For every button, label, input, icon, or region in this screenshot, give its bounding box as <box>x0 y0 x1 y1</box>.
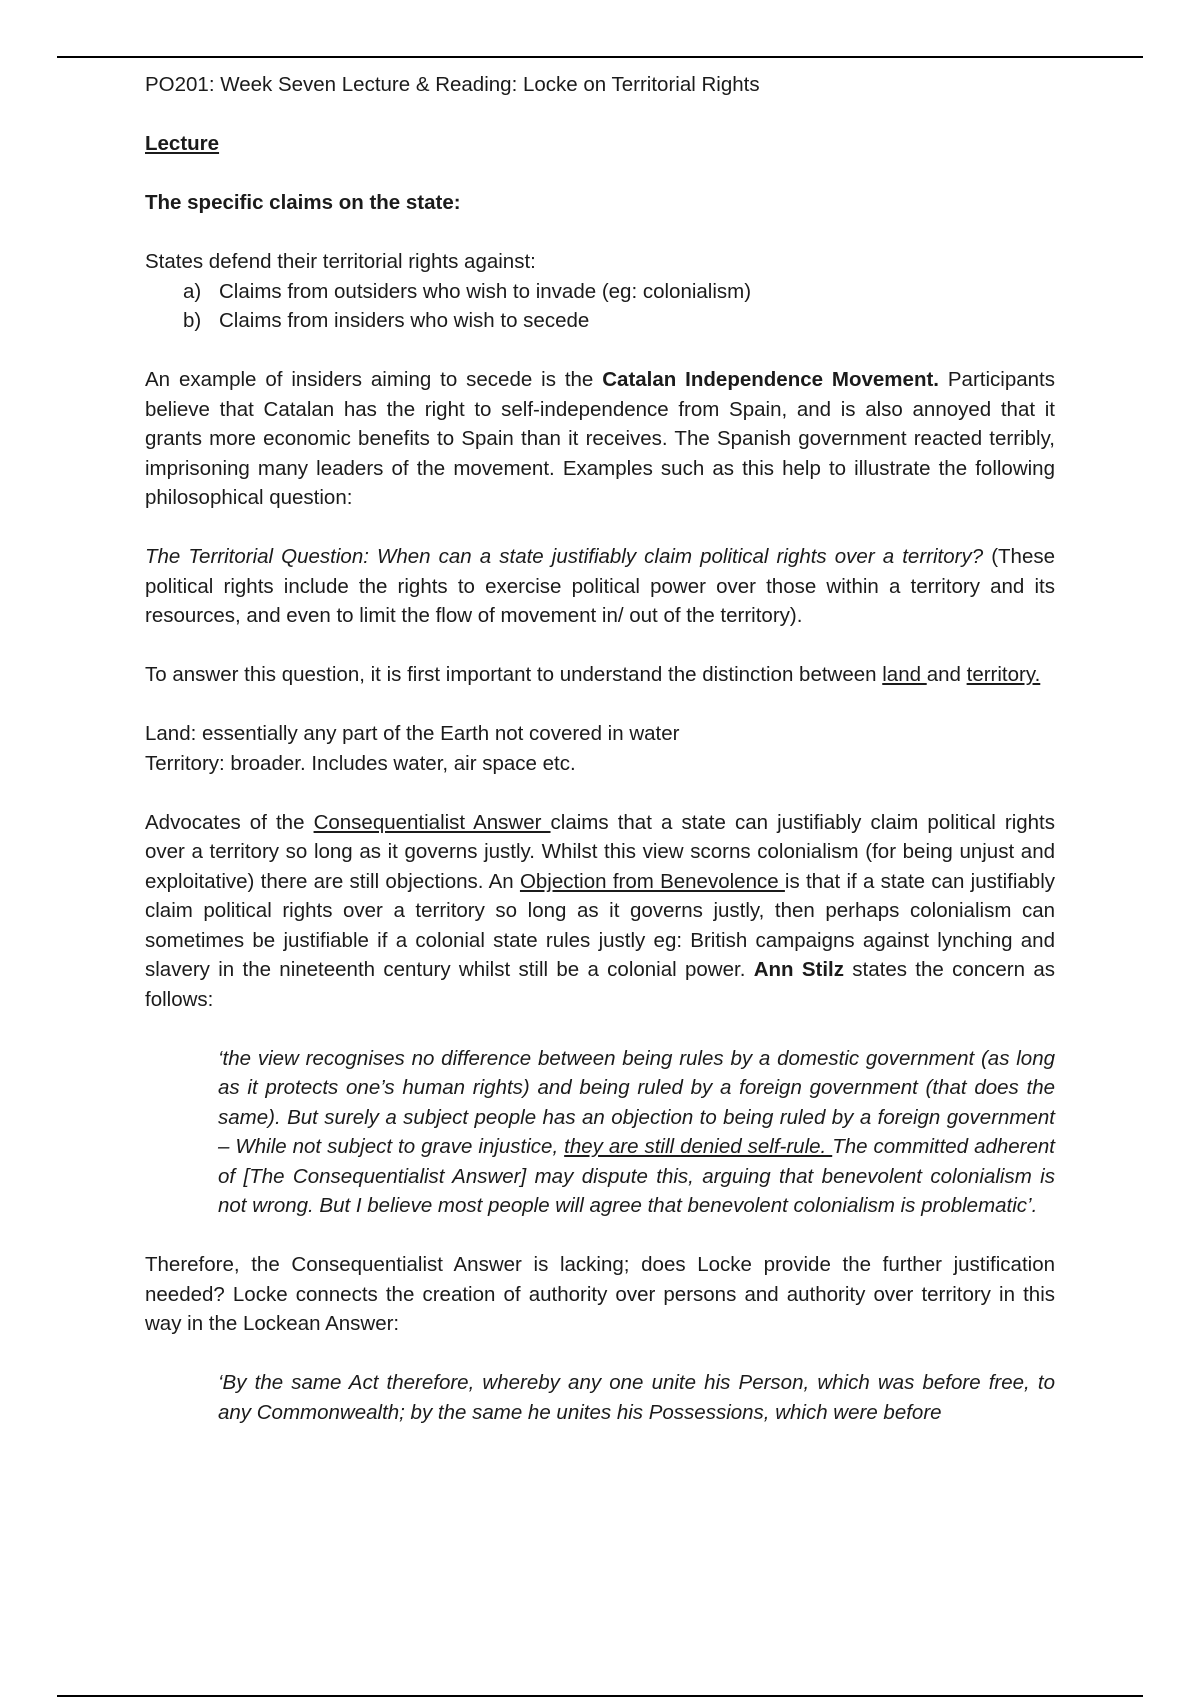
consequentialist-text: claims that a state can justifiably claim political rights over a territory so long as it governs justly. Whilst this view scorns colonialism (for being unjust and exploitative) there are still objections. An <box>145 810 1056 893</box>
territorial-question-paragraph <box>145 542 1055 631</box>
list-marker: b) <box>183 309 202 332</box>
catalan-rest: Participants believe that Catalan has the right to self-independence from Spain, and is also annoyed that it grants more economic benefits to Spain than it receives. The Spanish government reacted terribly, imprisoning many leaders of the movement. Examples such as this help to illustrate the following philosophical question: <box>145 368 1055 509</box>
claims-list <box>145 277 1055 336</box>
consequentialist-paragraph <box>145 808 1055 1015</box>
author-name: Ann Stilz <box>753 958 844 981</box>
document-page <box>145 70 1055 1427</box>
objection-text: is that if a state can justifiably claim political rights over a territory so long as it governs justly, then perhaps colonialism can sometimes be justifiable if a colonial state rules justly eg: British campaigns against lynching and slavery in the nineteenth century whilst still be a colonial power. <box>145 869 1055 981</box>
territory-definition: Territory: broader. Includes water, air space etc. <box>145 751 576 775</box>
concern-intro: states the concern as follows: <box>145 958 1055 1011</box>
catalan-movement: Catalan Independence Movement. <box>602 368 939 391</box>
catalan-lead: An example of insiders aiming to secede is the <box>145 368 603 391</box>
quote-text-end: The committed adherent of [The Consequentialist Answer] may dispute this, arguing that benevolent colonialism is not wrong. But I believe most people will agree that benevolent colonialism is problematic’. <box>218 1135 1055 1217</box>
section-heading-text: Lecture <box>145 132 220 155</box>
quote-text: ‘the view recognises no difference between being rules by a domestic government (as long as it protects one’s human rights) and being ruled by a foreign government (that does the same). But surely a subject people has an objection to being ruled by a foreign government – While not subject to grave injustice, <box>218 1046 1055 1158</box>
distinction-paragraph <box>145 660 1055 690</box>
stilz-quote <box>218 1044 1055 1221</box>
land-definition: Land: essentially any part of the Earth not covered in water <box>145 722 680 745</box>
distinction-lead: To answer this question, it is first important to understand the distinction between <box>145 663 883 686</box>
locke-quote: ‘By the same Act therefore, whereby any one unite his Person, which was before free, to any Commonwealth; by the same he unites his Possessions, which were before <box>218 1371 1055 1424</box>
list-item <box>183 277 1055 307</box>
quote-underlined: they are still denied self-rule. <box>564 1135 833 1158</box>
bottom-rule <box>57 1695 1143 1697</box>
territory-term: territory. <box>966 663 1041 686</box>
list-item-text: Claims from outsiders who wish to invade (eg: colonialism) <box>219 279 752 303</box>
consequentialist-lead: Advocates of the <box>145 810 314 834</box>
objection-term: Objection from Benevolence <box>519 869 785 893</box>
territorial-question: The Territorial Question: When can a state justifiably claim political rights over a territory? <box>145 545 984 568</box>
land-term: land <box>882 663 927 686</box>
list-item-text: Claims from insiders who wish to secede <box>219 309 590 332</box>
document-title: PO201: Week Seven Lecture & Reading: Locke on Territorial Rights <box>145 73 760 96</box>
claims-intro: States defend their territorial rights against: <box>145 250 536 273</box>
list-item <box>183 306 1055 336</box>
claims-heading: The specific claims on the state: <box>145 191 461 214</box>
top-rule <box>57 56 1143 58</box>
consequentialist-answer-term: Consequentialist Answer <box>313 810 551 834</box>
list-marker: a) <box>183 279 202 303</box>
catalan-paragraph <box>145 365 1055 513</box>
distinction-mid: and <box>926 663 967 686</box>
territorial-question-note: (These political rights include the rights to exercise political power over those within a territory and its resources, and even to limit the flow of movement in/ out of the territory). <box>145 545 1055 627</box>
section-heading <box>145 129 1055 159</box>
therefore-paragraph: Therefore, the Consequentialist Answer is lacking; does Locke provide the further justification needed? Locke connects the creation of authority over persons and authority over territory in this way in the Lockean Answer: <box>145 1253 1055 1335</box>
